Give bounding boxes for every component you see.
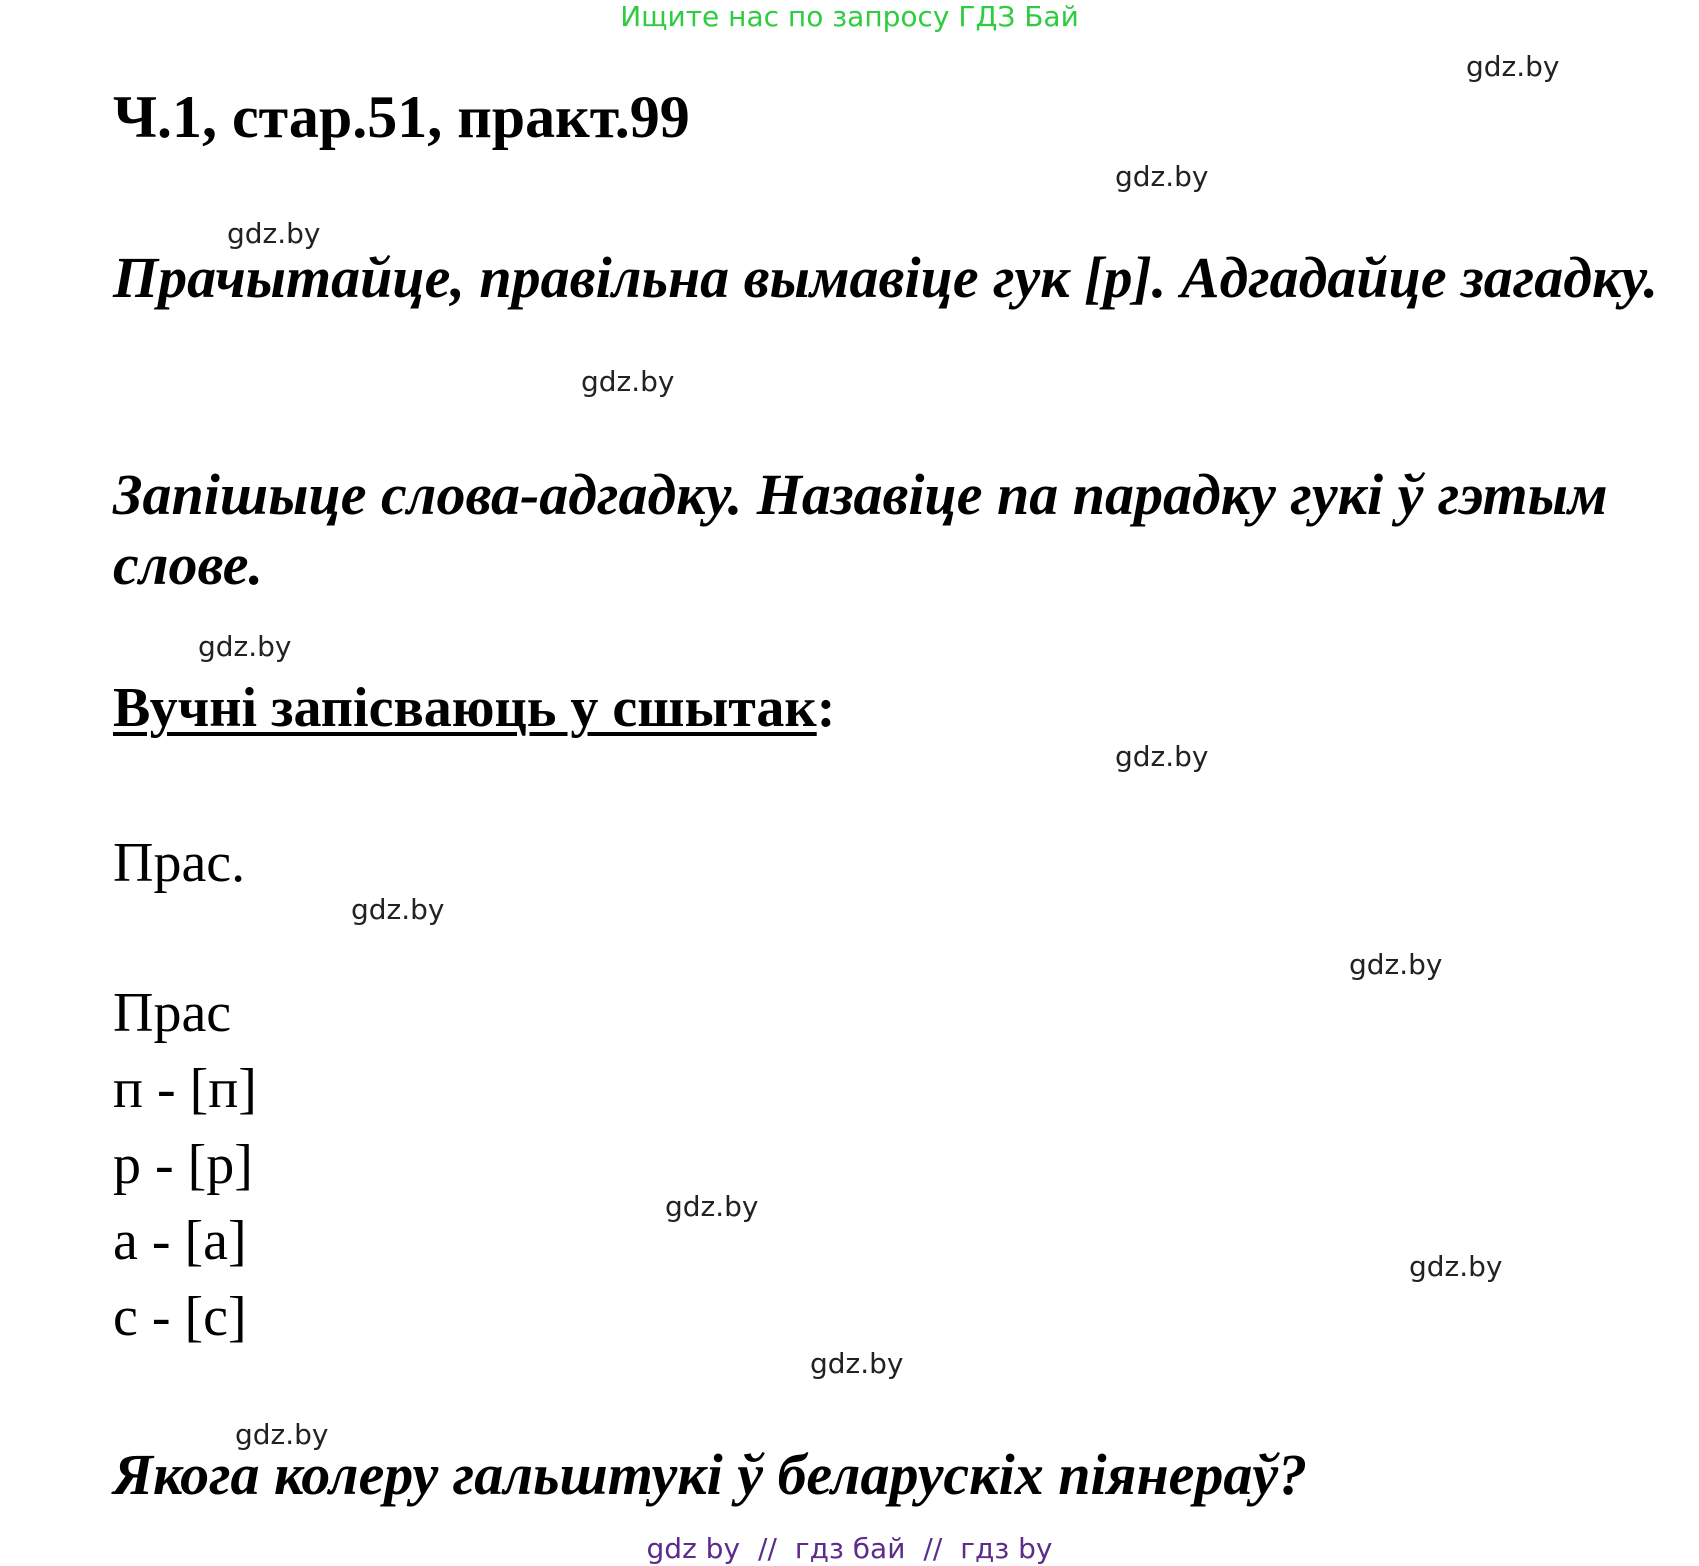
analysis-word: Прас [113,982,232,1044]
sound-line: р - [р] [113,1134,253,1196]
watermark: gdz.by [1466,50,1560,83]
watermark: gdz.by [235,1418,329,1451]
page-title: Ч.1, стар.51, практ.99 [113,84,690,150]
watermark: gdz.by [665,1190,759,1223]
footer-link[interactable]: гдз бай [794,1532,906,1565]
watermark: gdz.by [1409,1250,1503,1283]
watermark: gdz.by [810,1347,904,1380]
footer-link[interactable]: гдз by [960,1532,1053,1565]
watermark: gdz.by [198,630,292,663]
task-instruction-read: Прачытайце, правільна вымавіце гук [р]. Адгадайце загадку. [113,245,1658,310]
sound-line: п - [п] [113,1058,257,1120]
watermark: gdz.by [581,365,675,398]
footer-links [0,1532,1699,1566]
task-instruction-write: Запішыце слова-адгадку. Назавіце па парадку гукі ў гэтым слове. [113,462,1608,597]
sound-line: с - [с] [113,1286,247,1348]
sound-analysis [113,975,257,1355]
heading-colon: : [816,677,836,739]
section-heading [113,675,835,741]
footer-link[interactable]: gdz by [646,1532,741,1565]
watermark: gdz.by [227,217,321,250]
watermark: gdz.by [351,893,445,926]
watermark: gdz.by [1115,160,1209,193]
footer-separator: // [923,1532,943,1565]
task-question: Якога колеру гальштукі ў беларускіх піянераў? [113,1442,1308,1507]
answer-word: Прас. [113,832,246,894]
heading-underlined-text: Вучні запісваюць у сшытак [113,677,817,739]
footer-separator: // [758,1532,777,1565]
watermark: gdz.by [1349,948,1443,981]
watermark: gdz.by [1115,740,1209,773]
top-banner: Ищите нас по запросу ГДЗ Бай [620,0,1079,33]
sound-line: а - [а] [113,1210,247,1272]
